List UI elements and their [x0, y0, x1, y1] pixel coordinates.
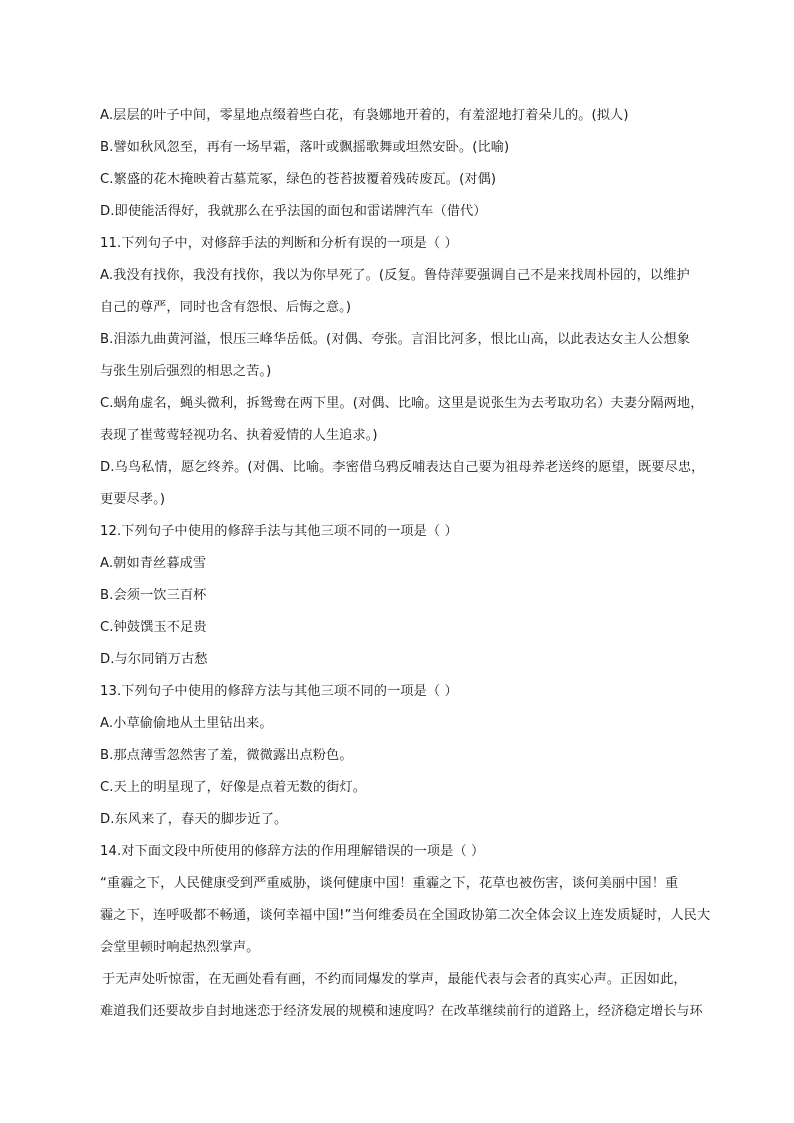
passage-para1-line2: 霾之下，连呼吸都不畅通，谈何幸福中国!”当何维委员在全国政协第二次全体会议上连发质疑时，人民大: [100, 908, 711, 923]
option-c-line: C.繁盛的花木掩映着古墓荒冢，绿色的苍苔披覆着残砖废瓦。(对偶): [100, 172, 497, 187]
document-body: [100, 100, 710, 1028]
q11-option-d-line1: D.乌鸟私情，愿乞终养。(对偶、比喻。李密借乌鸦反哺表达自己要为祖母养老送终的愿望，既要尽忠，: [100, 460, 705, 475]
q12-option-c: C.钟鼓馔玉不足贵: [100, 620, 207, 635]
passage-para1-line1: “重霾之下，人民健康受到严重威胁，谈何健康中国！重霾之下，花草也被伤害，谈何美丽中国！重: [100, 876, 679, 891]
q13-option-c: C.天上的明星现了，好像是点着无数的街灯。: [100, 780, 367, 795]
question-11-stem: 11.下列句子中，对修辞手法的判断和分析有误的一项是（ ）: [100, 236, 458, 251]
option-b-line: B.譬如秋风忽至，再有一场早霜，落叶或飘摇歌舞或坦然安卧。(比喻): [100, 140, 510, 155]
q11-option-a-line2: 自己的尊严，同时也含有怨恨、后悔之意。): [100, 300, 352, 315]
passage-para2-line2: 难道我们还要故步自封地迷恋于经济发展的规模和速度吗？在改革继续前行的道路上，经济稳定增长与环: [100, 1004, 703, 1019]
q11-option-a-line1: A.我没有找你，我没有找你，我以为你早死了。(反复。鲁侍萍要强调自己不是来找周朴园的，以维护: [100, 268, 690, 283]
q11-option-b-line2: 与张生别后强烈的相思之苦。): [100, 364, 272, 379]
question-14-stem: 14.对下面文段中所使用的修辞方法的作用理解错误的一项是（ ）: [100, 844, 485, 859]
question-13-stem: 13.下列句子中使用的修辞方法与其他三项不同的一项是（ ）: [100, 684, 458, 699]
q11-option-c-line1: C.蜗角虚名，蝇头微利，拆鸳鸯在两下里。(对偶、比喻。这里是说张生为去考取功名）夫妻分隔两地，: [100, 396, 704, 411]
q12-option-a: A.朝如青丝暮成雪: [100, 556, 207, 571]
option-a-line: A.层层的叶子中间，零星地点缀着些白花，有袅娜地开着的，有羞涩地打着朵儿的。(拟人): [100, 108, 629, 123]
q11-option-b-line1: B.泪添九曲黄河溢，恨压三峰华岳低。(对偶、夸张。言泪比河多，恨比山高，以此表达女主人公想象: [100, 332, 691, 347]
passage-para2-line1: 于无声处听惊雷，在无画处看有画，不约而同爆发的掌声，最能代表与会者的真实心声。正因如此，: [102, 972, 687, 987]
passage-para1-line3: 会堂里顿时响起热烈掌声。: [100, 940, 260, 955]
q13-option-b: B.那点薄雪忽然害了羞，微微露出点粉色。: [100, 748, 353, 763]
q12-option-b: B.会须一饮三百杯: [100, 588, 207, 603]
q11-option-d-line2: 更要尽孝。): [100, 492, 166, 507]
q13-option-a: A.小草偷偷地从土里钻出来。: [100, 716, 273, 731]
question-12-stem: 12.下列句子中使用的修辞手法与其他三项不同的一项是（ ）: [100, 524, 458, 539]
q11-option-c-line2: 表现了崔莺莺轻视功名、执着爱情的人生追求。): [100, 428, 378, 443]
q13-option-d: D.东风来了，春天的脚步近了。: [100, 812, 288, 827]
option-d-line: D.即使能活得好，我就那么在乎法国的面包和雷诺牌汽车（借代）: [100, 204, 487, 219]
q12-option-d: D.与尔同销万古愁: [100, 652, 208, 667]
